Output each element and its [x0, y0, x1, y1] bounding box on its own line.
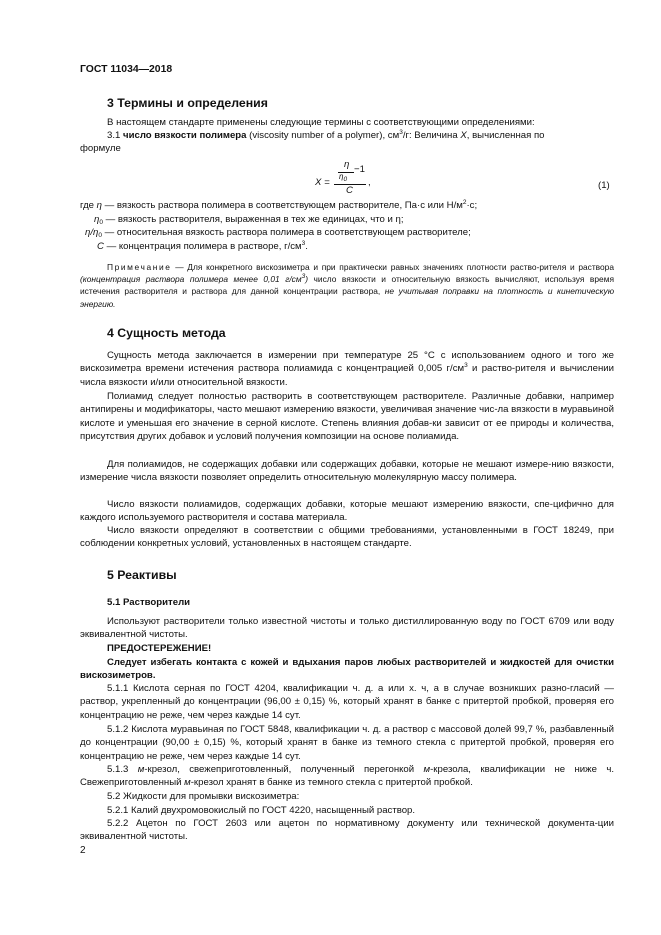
page-number: 2	[80, 845, 86, 856]
term-viscosity-number: число вязкости полимера	[123, 130, 247, 141]
paragraph-5-2: 5.2 Жидкости для промывки вискозиметра:	[107, 791, 300, 802]
section-3-title: 3 Термины и определения	[107, 96, 268, 110]
paragraph-5-2-2: 5.2.2 Ацетон по ГОСТ 2603 или ацетон по нормативному документу или технической документа-ции эквивалентной чистоты.	[80, 818, 614, 843]
note-block: Примечание — Для конкретного вискозиметра и при практически равных значениях плотности раство-рителя и раствора (концентрация раствора полимера менее 0,01 $г/см^3$) число вязкости и относительную вязкость вычисляют, используя время истечения растворителя и раствора для данной концентрации раствора, не учитывая поправки на плотность и кинетическую энергию.	[80, 262, 614, 309]
paragraph-5-1-1: 5.1.1 Кислота серная по ГОСТ 4204, квалификации ч. д. а или х. ч, а в случае возникших разно-гласий — раствор, укрепленный до концентрации (96,00 ± 0,15) %, который хранят в банке с притертой пробкой, проверяя его концентрацию не реже, чем через каждые 14 сут.	[80, 683, 614, 721]
definition-eta: где η — вязкость раствора полимера в соответствующем растворителе, Па·с или $Н/м^2\cdot с$;	[80, 199, 478, 211]
section-5-1-paragraph: Используют растворители только известной чистоты и только дистиллированную воду по ГОСТ 6709 или воду эквивалентной чистоты.	[80, 616, 614, 641]
section-4-title: 4 Сущность метода	[107, 326, 226, 340]
paragraph-5-1-3: 5.1.3 м-крезол, свежеприготовленный, полученный перегонкой м-крезола, квалификации не ниже ч. Свежеприготовленный м-крезол хранят в банке из темного стекла с притертой пробкой.	[80, 764, 614, 789]
section-4-paragraph-1: Сущность метода заключается в измерении при температуре 25 °С с использованием одного и того же вискозиметра времени истечения раствора полиамида с концентрацией 0,005 $г/см^3$ и раство-рителя и вычислении числа вязкости и/или относительной вязкости.	[80, 350, 614, 388]
paragraph-3-1: 3.1 число вязкости полимера (viscosity number of a polymer), $см^3/г$: Величина X, вычисленная по формуле	[80, 129, 545, 155]
formula-number: (1)	[598, 180, 610, 191]
paragraph-5-2-1: 5.2.1 Калий двухромовокислый по ГОСТ 4220, насыщенный раствор.	[107, 805, 416, 816]
warning-title: ПРЕДОСТЕРЕЖЕНИЕ!	[107, 643, 212, 654]
document-page: ГОСТ 11034—2018 3 Термины и определения В настоящем стандарте применены следующие термины с соответствующими определениями: 3.1 число вязкости полимера (viscosity number of a polymer), $см^3/г$: Величина X, вычисленная по формуле X = η $\eta_0$ −1 C , (1) где η — вязкость раствора полимера в соответствующем растворителе, Па·с или $Н/м^2\cdot с$; $\eta_0$ — вязкость растворителя, выраженная в тех же единицах, что и η; $\eta/\eta_0$ — относительная вязкость раствора полимера в соответствующем растворителе; C — концентрация полимера в растворе, $г/см^3$. Примечание — Для конкретного вискозиметра и при практически равных значениях плотности раство-рителя и раствора (концентрация раствора полимера менее 0,01 $г/см^3$) число вязкости и относительную вязкость вычисляют, используя время истечения растворителя и раствора для данной концентрации раствора, не учитывая поправки на плотность и кинетическую энергию. 4 Сущность метода Сущность метода заключается в измерении при температуре 25 °С с использованием одного и того же вискозиметра времени истечения раствора полиамида с концентрацией 0,005 $г/см^3$ и раство-рителя и вычислении числа вязкости и/или относительной вязкости. Полиамид следует полностью растворить в соответствующем растворителе. Различные добавки, например антипирены и модификаторы, часто мешают измерению вязкости, увеличивая значение чис-ла вязкости в муравьиной кислоте и уменьшая его значение в серной кислоте. Степень влияния добав-ки зависит от ее природы и количества, присутствия других добавок и условий получения композиции на основе полиамида. Для полиамидов, не содержащих добавки или содержащих добавки, которые не мешают измере-нию вязкости, измерение числа вязкости позволяет определить относительную молекулярную массу полимера. Число вязкости полиамидов, содержащих добавки, которые мешают измерению вязкости, спе-цифично для каждого используемого растворителя и состава материала. Число вязкости определяют в соответствии с общими требованиями, установленными в ГОСТ 18249, при соблюдении конкретных условий, установленных в настоящем стандарте. 5 Реактивы 5.1 Растворители Используют растворители только известной чистоты и только дистиллированную воду по ГОСТ 6709 или воду эквивалентной чистоты. ПРЕДОСТЕРЕЖЕНИЕ! Следует избегать контакта с кожей и вдыхания паров любых растворителей и жидкостей для очистки вискозиметров. 5.1.1 Кислота серная по ГОСТ 4204, квалификации ч. д. а или х. ч, а в случае возникших разно-гласий — раствор, укрепленный до концентрации (96,00 ± 0,15) %, который хранят в банке с притертой пробкой, проверяя его концентрацию не реже, чем через каждые 14 сут. 5.1.2 Кислота муравьиная по ГОСТ 5848, квалификации ч. д. а раствор с массовой долей 99,7 %, разбавленный до концентрации (90,00 ± 0,15) %, который хранят в банке из темного стекла с притертой пробкой, проверяя его концентрацию не реже, чем через каждые 14 сут. 5.1.3 м-крезол, свежеприготовленный, полученный перегонкой м-крезола, квалификации не ниже ч. Свежеприготовленный м-крезол хранят в банке из темного стекла с притертой пробкой. 5.2 Жидкости для промывки вискозиметра: 5.2.1 Калий двухромовокислый по ГОСТ 4220, насыщенный раствор. 5.2.2 Ацетон по ГОСТ 2603 или ацетон по нормативному документу или технической документа-ции эквивалентной чистоты. 2	[80, 64, 614, 856]
definition-concentration: C — концентрация полимера в растворе, $г/см^3$.	[97, 240, 308, 252]
definition-eta0: $\eta_0$ — вязкость растворителя, выраженная в тех же единицах, что и η;	[94, 214, 404, 226]
section-5-title: 5 Реактивы	[107, 568, 177, 582]
section-3-intro: В настоящем стандарте применены следующие термины с соответствующими определениями:	[107, 117, 535, 128]
section-4-paragraph-3: Для полиамидов, не содержащих добавки или содержащих добавки, которые не мешают измере-нию вязкости, измерение числа вязкости позволяет определить относительную молекулярную массу полимера.	[80, 459, 614, 484]
header-standard-code: ГОСТ 11034—2018	[80, 64, 173, 75]
section-4-paragraph-5: Число вязкости определяют в соответствии с общими требованиями, установленными в ГОСТ 18249, при соблюдении конкретных условий, установленных в настоящем стандарте.	[80, 525, 614, 550]
section-4-paragraph-2: Полиамид следует полностью растворить в соответствующем растворителе. Различные добавки, например антипирены и модификаторы, часто мешают измерению вязкости, увеличивая значение чис-ла вязкости в муравьиной кислоте и уменьшая его значение в серной кислоте. Степень влияния добав-ки зависит от ее природы и количества, присутствия других добавок и условий получения композиции на основе полиамида.	[80, 391, 614, 443]
subsection-5-1-title: 5.1 Растворители	[107, 597, 191, 608]
note-label: Примечание	[107, 262, 172, 272]
section-4-paragraph-4: Число вязкости полиамидов, содержащих добавки, которые мешают измерению вязкости, спе-цифично для каждого используемого растворителя и состава материала.	[80, 499, 614, 524]
definition-relative: $\eta/\eta_0$ — относительная вязкость раствора полимера в соответствующем растворителе;	[85, 227, 471, 239]
warning-text: Следует избегать контакта с кожей и вдыхания паров любых растворителей и жидкостей для очистки вискозиметров.	[80, 657, 614, 682]
paragraph-5-1-2: 5.1.2 Кислота муравьиная по ГОСТ 5848, квалификации ч. д. а раствор с массовой долей 99,7 %, разбавленный до концентрации (90,00 ± 0,15) %, который хранят в банке из темного стекла с притертой пробкой, проверяя его концентрацию не реже, чем через каждые 14 сут.	[80, 724, 614, 762]
